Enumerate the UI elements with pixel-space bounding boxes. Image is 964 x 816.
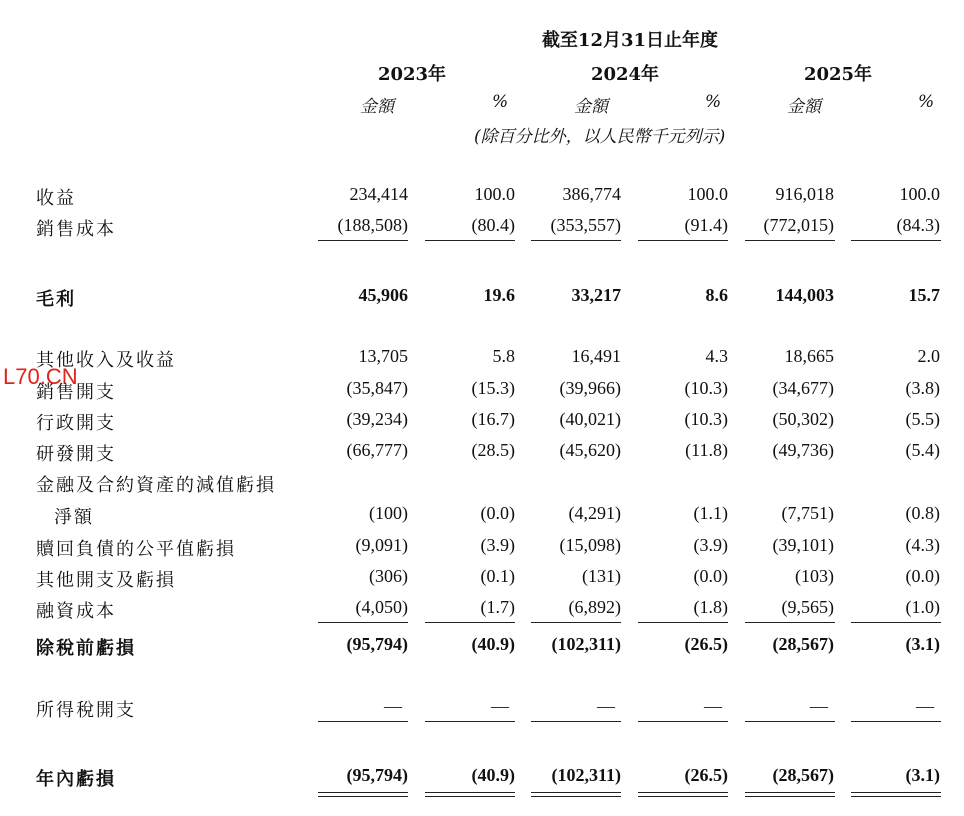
rule-below-cost-of-sales-1 [318,240,408,241]
cell-selling-expenses-col5: (34,677) [772,378,834,398]
cell-other-expenses-col6: (0.0) [905,566,940,586]
rule-below-cost-of-sales-4 [638,240,728,241]
cell-gross-profit-col4: 8.6 [705,285,728,305]
cell-impairment-losses-col1: (100) [369,503,408,523]
cell-impairment-losses-col3: (4,291) [568,503,621,523]
rule-below-finance-costs-2 [425,622,515,623]
year-2023-header: 2023年 [377,64,447,85]
percent-subheader-2023: % [492,92,509,112]
row-label-cost-of-sales: 銷售成本 [36,219,116,240]
row-label-impairment-losses: 金融及合約資產的減值虧損 [36,475,276,496]
rule-below-income-tax-5 [745,721,835,722]
cell-admin-expenses-col6: (5.5) [905,409,940,429]
year-2024-header: 2024年 [590,64,660,85]
row-label-redemption-fv-losses: 贖回負債的公平值虧損 [36,539,236,560]
cell-redemption-fv-losses-col3: (15,098) [559,535,621,555]
cell-loss-for-year-col6: (3.1) [905,765,940,785]
row-label-selling-expenses: 銷售開支 [36,382,116,403]
cell-cost-of-sales-col6: (84.3) [896,215,940,235]
row-label-gross-profit: 毛利 [36,289,76,310]
row-label-impairment-losses-cont: 淨額 [54,507,94,528]
cell-other-expenses-col2: (0.1) [480,566,515,586]
rule-below-finance-costs-5 [745,622,835,623]
cell-gross-profit-col2: 19.6 [483,285,515,305]
double-rule-loss-for-year-2 [425,792,515,797]
row-label-loss-before-tax: 除稅前虧損 [36,638,136,659]
cell-cost-of-sales-col1: (188,508) [337,215,408,235]
rule-below-cost-of-sales-3 [531,240,621,241]
cell-selling-expenses-col1: (35,847) [346,378,408,398]
cell-admin-expenses-col3: (40,021) [559,409,621,429]
cell-gross-profit-col6: 15.7 [908,285,940,305]
cell-rd-expenses-col6: (5.4) [905,440,940,460]
cell-cost-of-sales-col4: (91.4) [684,215,728,235]
year-2025-header: 2025年 [803,64,873,85]
cell-gross-profit-col5: 144,003 [775,285,834,305]
cell-revenue-col5: 916,018 [775,184,834,204]
cell-loss-before-tax-col1: (95,794) [346,634,408,654]
rule-below-income-tax-4 [638,721,728,722]
rule-below-income-tax-6 [851,721,941,722]
percent-subheader-2024: % [705,92,722,112]
double-rule-loss-for-year-5 [745,792,835,797]
cell-selling-expenses-col2: (15.3) [471,378,515,398]
cell-admin-expenses-col1: (39,234) [346,409,408,429]
cell-income-tax-col5: — [810,696,828,716]
rule-below-cost-of-sales-6 [851,240,941,241]
cell-revenue-col1: 234,414 [349,184,408,204]
cell-loss-before-tax-col6: (3.1) [905,634,940,654]
double-rule-loss-for-year-6 [851,792,941,797]
watermark: L70.CN [3,364,78,389]
row-label-rd-expenses: 研發開支 [36,444,116,465]
cell-redemption-fv-losses-col1: (9,091) [355,535,408,555]
cell-redemption-fv-losses-col5: (39,101) [772,535,834,555]
cell-cost-of-sales-col2: (80.4) [471,215,515,235]
row-label-income-tax: 所得稅開支 [36,700,136,721]
cell-other-income-col6: 2.0 [917,346,940,366]
cell-loss-before-tax-col2: (40.9) [471,634,515,654]
rule-below-cost-of-sales-5 [745,240,835,241]
cell-rd-expenses-col2: (28.5) [471,440,515,460]
cell-income-tax-col3: — [597,696,615,716]
cell-impairment-losses-col6: (0.8) [905,503,940,523]
cell-other-income-col4: 4.3 [705,346,728,366]
cell-loss-for-year-col5: (28,567) [772,765,834,785]
amount-subheader-2023: 金額 [360,97,394,117]
rule-below-income-tax-3 [531,721,621,722]
cell-finance-costs-col1: (4,050) [355,597,408,617]
cell-other-income-col5: 18,665 [784,346,834,366]
cell-cost-of-sales-col5: (772,015) [763,215,834,235]
rule-below-finance-costs-6 [851,622,941,623]
cell-redemption-fv-losses-col2: (3.9) [480,535,515,555]
cell-loss-before-tax-col5: (28,567) [772,634,834,654]
unit-note: (除百分比外，以人民幣千元列示) [474,127,726,147]
cell-rd-expenses-col3: (45,620) [559,440,621,460]
cell-revenue-col3: 386,774 [562,184,621,204]
cell-admin-expenses-col2: (16.7) [471,409,515,429]
cell-other-expenses-col4: (0.0) [693,566,728,586]
cell-loss-before-tax-col3: (102,311) [551,634,621,654]
cell-other-expenses-col5: (103) [795,566,834,586]
double-rule-loss-for-year-1 [318,792,408,797]
cell-selling-expenses-col6: (3.8) [905,378,940,398]
cell-cost-of-sales-col3: (353,557) [550,215,621,235]
cell-impairment-losses-col5: (7,751) [781,503,834,523]
cell-other-expenses-col1: (306) [369,566,408,586]
row-label-admin-expenses: 行政開支 [36,413,116,434]
cell-finance-costs-col4: (1.8) [693,597,728,617]
double-rule-loss-for-year-3 [531,792,621,797]
cell-other-income-col3: 16,491 [571,346,621,366]
cell-finance-costs-col5: (9,565) [781,597,834,617]
cell-redemption-fv-losses-col4: (3.9) [693,535,728,555]
row-label-revenue: 收益 [36,188,76,209]
rule-below-income-tax-2 [425,721,515,722]
cell-admin-expenses-col5: (50,302) [772,409,834,429]
period-title: 截至12月31日止年度 [541,30,719,51]
row-label-other-expenses: 其他開支及虧損 [36,570,176,591]
cell-revenue-col4: 100.0 [687,184,728,204]
cell-selling-expenses-col3: (39,966) [559,378,621,398]
cell-loss-for-year-col1: (95,794) [346,765,408,785]
rule-below-cost-of-sales-2 [425,240,515,241]
rule-below-finance-costs-3 [531,622,621,623]
cell-revenue-col6: 100.0 [899,184,940,204]
rule-below-finance-costs-4 [638,622,728,623]
cell-other-income-col1: 13,705 [358,346,408,366]
cell-income-tax-col6: — [916,696,934,716]
cell-income-tax-col2: — [491,696,509,716]
cell-revenue-col2: 100.0 [474,184,515,204]
cell-loss-for-year-col3: (102,311) [551,765,621,785]
cell-income-tax-col1: — [384,696,402,716]
cell-loss-for-year-col2: (40.9) [471,765,515,785]
cell-loss-before-tax-col4: (26.5) [684,634,728,654]
row-label-finance-costs: 融資成本 [36,601,116,622]
cell-rd-expenses-col1: (66,777) [346,440,408,460]
cell-impairment-losses-col2: (0.0) [480,503,515,523]
cell-other-income-col2: 5.8 [492,346,515,366]
row-label-other-income: 其他收入及收益 [36,350,176,371]
cell-finance-costs-col3: (6,892) [568,597,621,617]
double-rule-loss-for-year-4 [638,792,728,797]
amount-subheader-2024: 金額 [574,97,608,117]
rule-below-finance-costs-1 [318,622,408,623]
percent-subheader-2025: % [918,92,935,112]
cell-gross-profit-col1: 45,906 [358,285,408,305]
cell-redemption-fv-losses-col6: (4.3) [905,535,940,555]
row-label-loss-for-year: 年內虧損 [36,769,116,790]
cell-finance-costs-col6: (1.0) [905,597,940,617]
cell-gross-profit-col3: 33,217 [571,285,621,305]
cell-income-tax-col4: — [704,696,722,716]
cell-loss-for-year-col4: (26.5) [684,765,728,785]
cell-selling-expenses-col4: (10.3) [684,378,728,398]
cell-admin-expenses-col4: (10.3) [684,409,728,429]
cell-other-expenses-col3: (131) [582,566,621,586]
cell-impairment-losses-col4: (1.1) [693,503,728,523]
cell-rd-expenses-col4: (11.8) [685,440,728,460]
cell-finance-costs-col2: (1.7) [480,597,515,617]
cell-rd-expenses-col5: (49,736) [772,440,834,460]
amount-subheader-2025: 金額 [787,97,821,117]
rule-below-income-tax-1 [318,721,408,722]
